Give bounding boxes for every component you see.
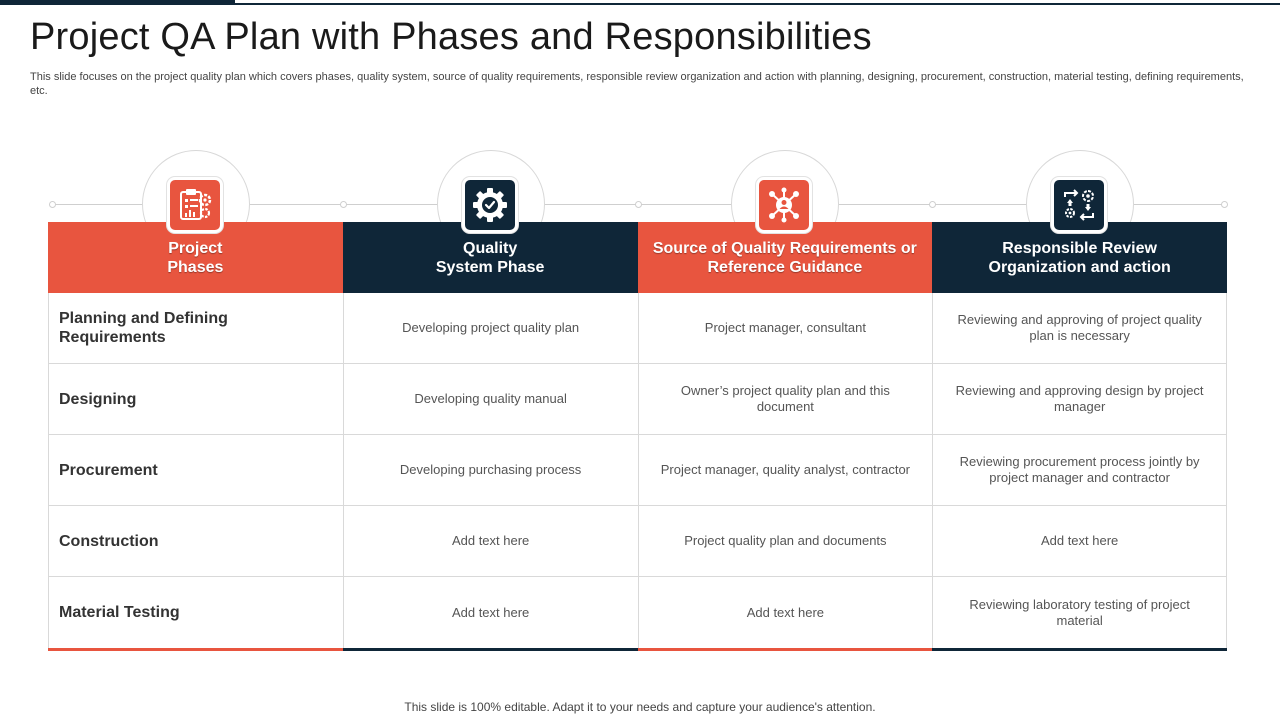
connector-dot <box>340 201 347 208</box>
connector-dot <box>49 201 56 208</box>
bottom-bar <box>638 648 933 651</box>
qa-plan-table <box>48 222 1227 651</box>
header-label: Phases <box>167 258 224 276</box>
table-row <box>48 435 1227 506</box>
table-row <box>48 506 1227 577</box>
gear-check-icon <box>462 177 518 233</box>
table-cell: Project manager, quality analyst, contractor <box>638 435 933 505</box>
phase-cell: Construction <box>48 506 343 576</box>
table-cell: Developing quality manual <box>343 364 638 434</box>
header-label: Quality <box>463 239 518 257</box>
top-accent-line <box>235 3 1280 5</box>
header-label: System Phase <box>435 258 545 276</box>
table-row <box>48 293 1227 364</box>
slide-subtitle: This slide focuses on the project quality plan which covers phases, quality system, source of quality requirements, responsible review organization and action with planning, designing, procurement, construction, material testing, defining requirements, etc. <box>30 71 1244 97</box>
table-cell: Developing project quality plan <box>343 293 638 363</box>
bottom-bar <box>343 648 638 651</box>
table-cell: Add text here <box>932 506 1227 576</box>
slide-footer: This slide is 100% editable. Adapt it to your needs and capture your audience's attention. <box>404 700 876 714</box>
top-accent-bar <box>0 0 235 5</box>
table-row <box>48 364 1227 435</box>
clipboard-gear-icon <box>167 177 223 233</box>
connector-dot <box>1221 201 1228 208</box>
phase-cell: Planning and Defining Requirements <box>48 293 343 363</box>
phase-cell: Material Testing <box>48 577 343 648</box>
connector-dot <box>635 201 642 208</box>
bottom-bar <box>932 648 1227 651</box>
header-label: Reference Guidance <box>707 258 863 276</box>
table-cell: Reviewing laboratory testing of project material <box>932 577 1227 648</box>
table-cell: Add text here <box>343 506 638 576</box>
bottom-bar <box>48 648 343 651</box>
table-cell: Developing purchasing process <box>343 435 638 505</box>
table-cell: Project quality plan and documents <box>638 506 933 576</box>
table-cell: Reviewing and approving design by project manager <box>932 364 1227 434</box>
header-label: Organization and action <box>988 258 1171 276</box>
header-label: Responsible Review <box>1002 239 1157 257</box>
table-cell: Reviewing and approving of project quality plan is necessary <box>932 293 1227 363</box>
process-flow-icon <box>1051 177 1107 233</box>
table-cell: Owner’s project quality plan and this document <box>638 364 933 434</box>
table-cell: Reviewing procurement process jointly by project manager and contractor <box>932 435 1227 505</box>
table-row <box>48 577 1227 648</box>
network-user-icon <box>756 177 812 233</box>
table-cell: Add text here <box>343 577 638 648</box>
table-cell: Add text here <box>638 577 933 648</box>
header-label: Project <box>168 239 223 257</box>
phase-cell: Procurement <box>48 435 343 505</box>
slide-title: Project QA Plan with Phases and Responsibilities <box>30 16 872 58</box>
table-bottom-bars <box>48 648 1227 651</box>
connector-dot <box>929 201 936 208</box>
header-label: Source of Quality Requirements or <box>652 239 917 257</box>
phase-cell: Designing <box>48 364 343 434</box>
table-header-row <box>48 222 1227 293</box>
table-cell: Project manager, consultant <box>638 293 933 363</box>
